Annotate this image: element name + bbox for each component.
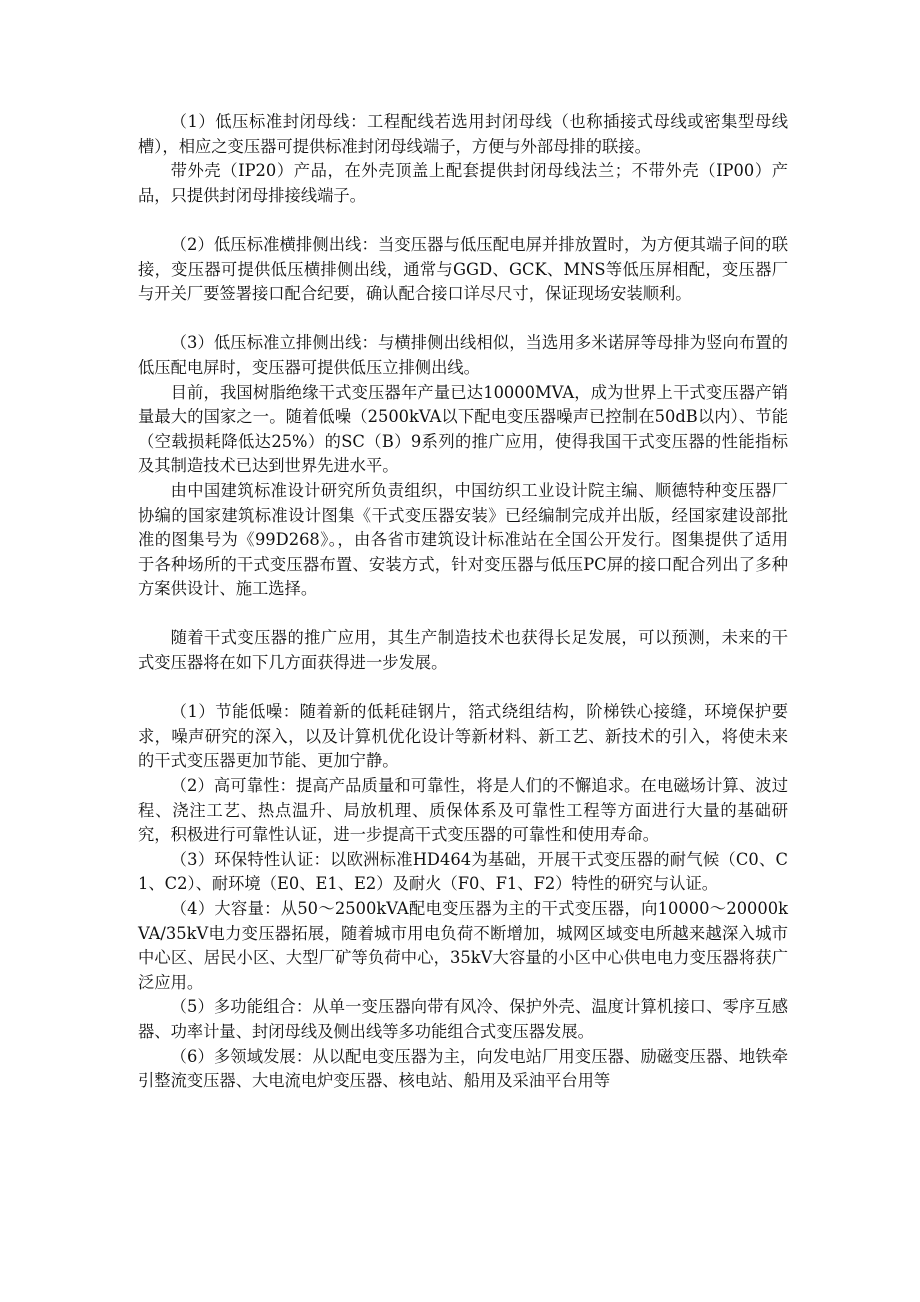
paragraph-standard-atlas: 由中国建筑标准设计研究所负责组织，中国纺织工业设计院主编、顺德特种变压器厂协编的国家建筑标准设计图集《干式变压器安装》已经编制完成并出版，经国家建设部批准的图集号为《99D268》。，由各省市建筑设计标准站在全国公开发行。图集提供了适用于各种场所的干式变压器布置、安装方式，针对变压器与低压PC屏的接口配合列出了多种方案供设计、施工选择。 [138,480,788,599]
paragraph-low-voltage-busbar: （1）低压标准封闭母线：工程配线若选用封闭母线（也称插接式母线或密集型母线槽），相应之变压器可提供标准封闭母线端子，方便与外部母排的联接。 [138,112,788,156]
paragraph-spacer [138,602,788,627]
paragraph-spacer [138,208,788,233]
paragraph-multi-domain: （6）多领域发展：从以配电变压器为主，向发电站厂用变压器、励磁变压器、地铁牵引整流变压器、大电流电炉变压器、核电站、船用及采油平台用等 [138,1046,788,1091]
document-body [138,110,788,1094]
paragraph-environmental-certification: （3）环保特性认证：以欧洲标准HD464为基础，开展干式变压器的耐气候（C0、C1、C2）、耐环境（E0、E1、E2）及耐火（F0、F1、F2）特性的研究与认证。 [138,849,788,894]
paragraph-vertical-outlet: （3）低压标准立排侧出线：与横排侧出线相似，当选用多米诺屏等母排为竖向布置的低压配电屏时，变压器可提供低压立排侧出线。 [138,333,788,377]
paragraph-spacer [138,307,788,332]
paragraph-enclosure-options: 带外壳（IP20）产品，在外壳顶盖上配套提供封闭母线法兰；不带外壳（IP00）产品，只提供封闭母排接线端子。 [138,161,788,205]
paragraph-multifunction: （5）多功能组合：从单一变压器向带有风冷、保护外壳、温度计算机接口、零序互感器、功率计量、封闭母线及侧出线等多功能组合式变压器发展。 [138,997,788,1041]
paragraph-spacer [138,676,788,701]
paragraph-production-status: 目前，我国树脂绝缘干式变压器年产量已达10000MVA，成为世界上干式变压器产销量最大的国家之一。随着低噪（2500kVA以下配电变压器噪声已控制在50dB以内）、节能（空载损耗降低达25%）的SC（B）9系列的推广应用，使得我国干式变压器的性能指标及其制造技术已达到世界先进水平。 [138,382,788,476]
paragraph-future-development: 随着干式变压器的推广应用，其生产制造技术也获得长足发展，可以预测，未来的干式变压器将在如下几方面获得进一步发展。 [138,628,788,673]
paragraph-energy-saving: （1）节能低噪：随着新的低耗硅钢片，箔式绕组结构，阶梯铁心接缝，环境保护要求，噪声研究的深入，以及计算机优化设计等新材料、新工艺、新技术的引入，将使未来的干式变压器更加节能、更加宁静。 [138,702,788,771]
paragraph-horizontal-outlet: （2）低压标准横排侧出线：当变压器与低压配电屏并排放置时，为方便其端子间的联接，变压器可提供低压横排侧出线，通常与GGD、GCK、MNS等低压屏相配，变压器厂与开关厂要签署接口配合纪要，确认配合接口详尽尺寸，保证现场安装顺利。 [138,234,788,304]
paragraph-large-capacity: （4）大容量：从50～2500kVA配电变压器为主的干式变压器，向10000～20000kVA/35kV电力变压器拓展，随着城市用电负荷不断增加，城网区域变电所越来越深入城市中心区、居民小区、大型厂矿等负荷中心，35kV大容量的小区中心供电电力变压器将获广泛应用。 [138,899,788,992]
paragraph-reliability: （2）高可靠性：提高产品质量和可靠性，将是人们的不懈追求。在电磁场计算、波过程、浇注工艺、热点温升、局放机理、质保体系及可靠性工程等方面进行大量的基础研究，积极进行可靠性认证，进一步提高干式变压器的可靠性和使用寿命。 [138,776,788,845]
